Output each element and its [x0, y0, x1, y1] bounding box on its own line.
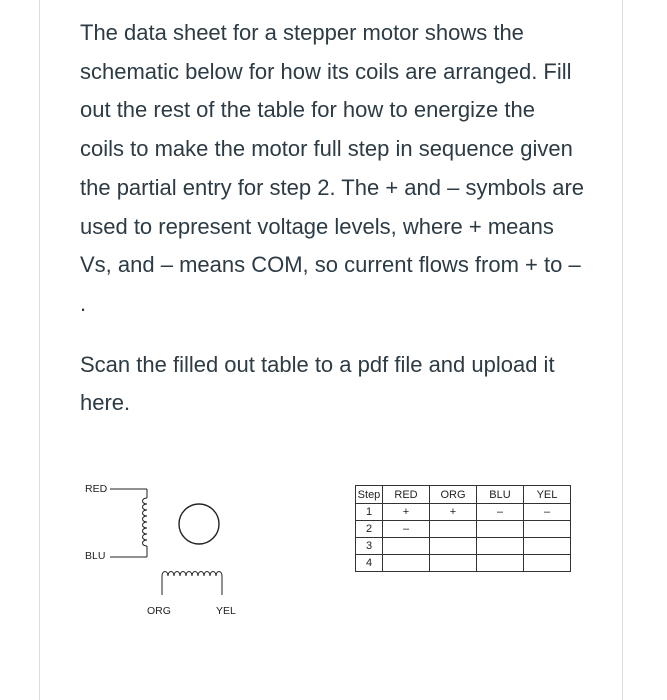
cell-org	[430, 521, 477, 538]
rotor-circle	[179, 504, 219, 544]
cell-red: –	[383, 521, 430, 538]
cell-yel: –	[524, 504, 571, 521]
table-row	[356, 555, 571, 572]
table-row	[356, 538, 571, 555]
cell-blu: –	[477, 504, 524, 521]
cell-step: 2	[356, 521, 383, 538]
table-row	[356, 521, 571, 538]
cell-org: +	[430, 504, 477, 521]
cell-step: 3	[356, 538, 383, 555]
header-step: Step	[356, 486, 383, 504]
cell-yel	[524, 521, 571, 538]
table-header-row	[356, 486, 571, 504]
cell-yel	[524, 555, 571, 572]
header-blu: BLU	[477, 486, 524, 504]
table-row	[356, 504, 571, 521]
cell-blu	[477, 521, 524, 538]
cell-org	[430, 538, 477, 555]
coil-red-blu	[143, 498, 148, 546]
cell-org	[430, 555, 477, 572]
label-blu: BLU	[85, 550, 106, 562]
label-org: ORG	[147, 605, 171, 617]
header-yel: YEL	[524, 486, 571, 504]
cell-yel	[524, 538, 571, 555]
instruction-paragraph: Scan the filled out table to a pdf file and upload it here.	[80, 351, 555, 416]
cell-step: 4	[356, 555, 383, 572]
cell-step: 1	[356, 504, 383, 521]
label-yel: YEL	[216, 605, 236, 617]
cell-red	[383, 555, 430, 572]
stepper-coil-schematic	[75, 470, 265, 620]
cell-red	[383, 538, 430, 555]
coil-org-yel	[162, 572, 222, 577]
content-frame-right-border	[622, 0, 623, 700]
cell-blu	[477, 538, 524, 555]
question-paragraph: The data sheet for a stepper motor shows the schematic below for how its coils are arranged. Fill out the rest of the table for how to energize the coils to make the motor full step in sequence given the partial entry for step 2. The + and – symbols are used to represent voltage levels, where + means Vs, and – means COM, so current flows from + to – .	[80, 20, 585, 316]
label-red: RED	[85, 483, 108, 495]
coil-energize-table	[355, 485, 571, 572]
header-org: ORG	[430, 486, 477, 504]
question-text	[80, 14, 585, 423]
content-frame-left-border	[39, 0, 40, 700]
cell-red: +	[383, 504, 430, 521]
header-red: RED	[383, 486, 430, 504]
cell-blu	[477, 555, 524, 572]
